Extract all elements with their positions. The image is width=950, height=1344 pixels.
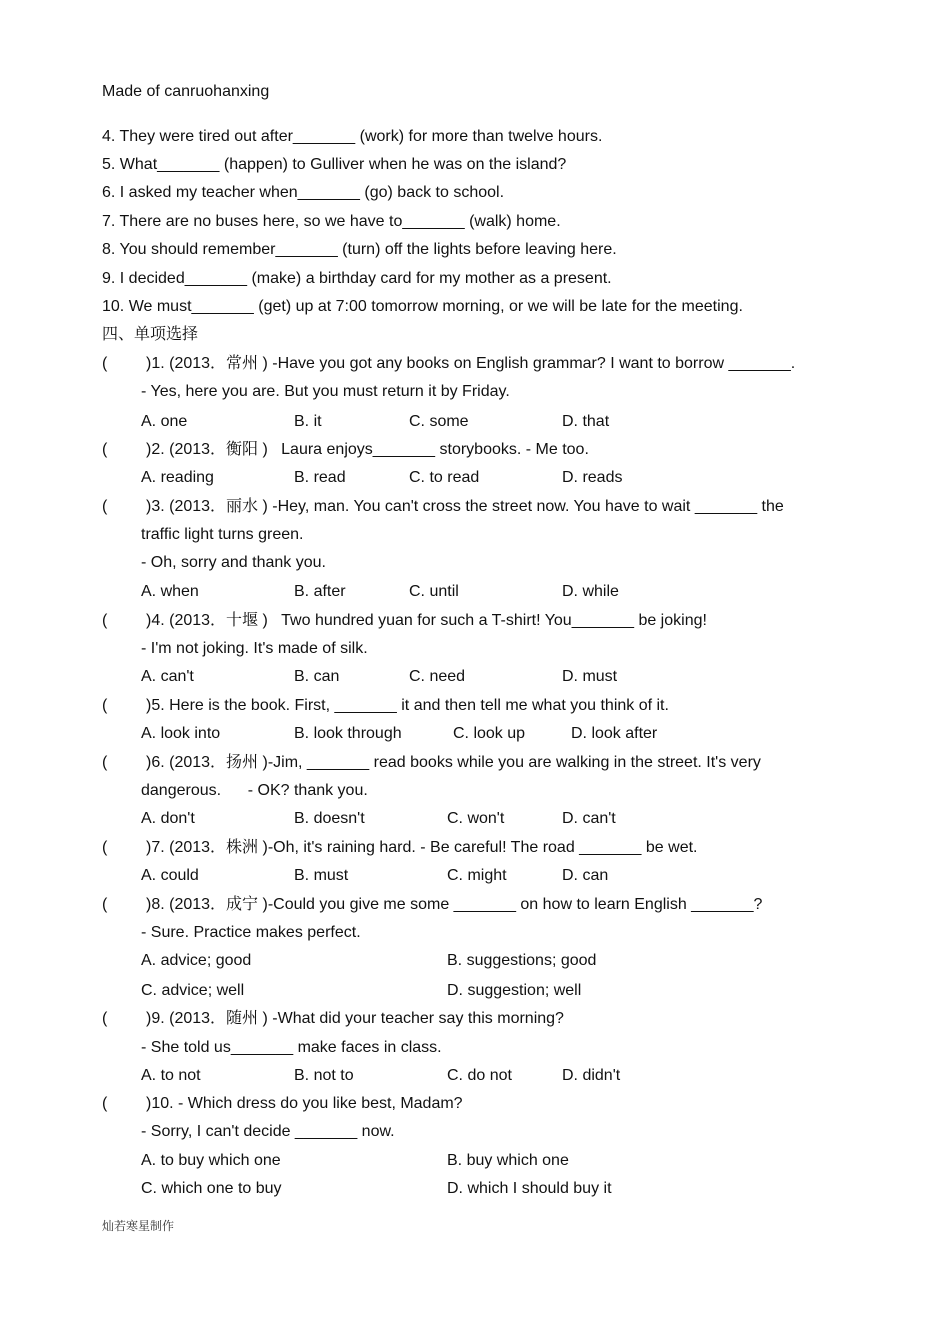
q5-option-d: D. look after	[571, 725, 658, 742]
q3-option-c: C. until	[409, 583, 459, 600]
fill-item-5: 5. What_______ (happen) to Gulliver when he was on the island?	[102, 156, 567, 173]
fill-item-4: 4. They were tired out after_______ (work) for more than twelve hours.	[102, 128, 603, 145]
answer-paren: (	[102, 1095, 108, 1112]
q6-option-c: C. won't	[447, 810, 505, 827]
question-10-line-2: - Sorry, I can't decide _______ now.	[141, 1123, 395, 1140]
question-6-line-2: dangerous. - OK? thank you.	[141, 782, 368, 799]
q5-option-a: A. look into	[141, 725, 221, 742]
question-10-line-1: )10. - Which dress do you like best, Madam?	[146, 1095, 463, 1112]
q2-option-d: D. reads	[562, 469, 623, 486]
question-8-line-1: )8. (2013．成宁 )-Could you give me some _______ on how to learn English _______?	[146, 896, 763, 913]
question-1-line-1: )1. (2013．常州 ) -Have you got any books on English grammar? I want to borrow _______.	[146, 355, 796, 372]
q9-option-c: C. do not	[447, 1067, 512, 1084]
q1-option-b: B. it	[294, 413, 322, 430]
question-8-line-2: - Sure. Practice makes perfect.	[141, 924, 361, 941]
q7-option-d: D. can	[562, 867, 609, 884]
q5-option-b: B. look through	[294, 725, 402, 742]
page-header: Made of canruohanxing	[102, 83, 270, 100]
q10-option-c: C. which one to buy	[141, 1180, 282, 1197]
q8-option-a: A. advice; good	[141, 952, 252, 969]
q10-option-d: D. which I should buy it	[447, 1180, 612, 1197]
question-9-line-2: - She told us_______ make faces in class.	[141, 1039, 442, 1056]
q9-option-d: D. didn't	[562, 1067, 621, 1084]
fill-item-6: 6. I asked my teacher when_______ (go) back to school.	[102, 184, 505, 201]
question-1-line-2: - Yes, here you are. But you must return it by Friday.	[141, 383, 510, 400]
q1-option-a: A. one	[141, 413, 188, 430]
q1-option-c: C. some	[409, 413, 469, 430]
q4-option-c: C. need	[409, 668, 466, 685]
page-footer: 灿若寒星制作	[102, 1219, 175, 1233]
q4-option-a: A. can't	[141, 668, 194, 685]
q1-option-d: D. that	[562, 413, 610, 430]
q10-option-a: A. to buy which one	[141, 1152, 281, 1169]
q8-option-c: C. advice; well	[141, 982, 245, 999]
answer-paren: (	[102, 896, 108, 913]
q8-option-b: B. suggestions; good	[447, 952, 597, 969]
answer-paren: (	[102, 355, 108, 372]
question-3-line-1: )3. (2013．丽水 ) -Hey, man. You can't cross the street now. You have to wait _______ the	[146, 498, 784, 515]
answer-paren: (	[102, 441, 108, 458]
q2-option-c: C. to read	[409, 469, 480, 486]
section-title: 四、单项选择	[102, 324, 199, 343]
question-9-line-1: )9. (2013．随州 ) -What did your teacher say this morning?	[146, 1010, 564, 1027]
q6-option-b: B. doesn't	[294, 810, 365, 827]
q7-option-b: B. must	[294, 867, 349, 884]
q4-option-b: B. can	[294, 668, 340, 685]
q6-option-a: A. don't	[141, 810, 195, 827]
question-4-line-2: - I'm not joking. It's made of silk.	[141, 640, 368, 657]
question-4-line-1: )4. (2013．十堰 ) Two hundred yuan for such a T-shirt! You_______ be joking!	[146, 612, 707, 629]
fill-item-10: 10. We must_______ (get) up at 7:00 tomorrow morning, or we will be late for the meeting.	[102, 298, 743, 315]
q3-option-a: A. when	[141, 583, 199, 600]
q9-option-a: A. to not	[141, 1067, 201, 1084]
answer-paren: (	[102, 697, 108, 714]
q5-option-c: C. look up	[453, 725, 526, 742]
q7-option-a: A. could	[141, 867, 199, 884]
answer-paren: (	[102, 754, 108, 771]
question-3-line-2: traffic light turns green.	[141, 526, 304, 543]
q2-option-a: A. reading	[141, 469, 214, 486]
fill-item-7: 7. There are no buses here, so we have to_______ (walk) home.	[102, 213, 561, 230]
q9-option-b: B. not to	[294, 1067, 354, 1084]
question-7-line-1: )7. (2013．株洲 )-Oh, it's raining hard. - Be careful! The road _______ be wet.	[146, 839, 698, 856]
question-6-line-1: )6. (2013．扬州 )-Jim, _______ read books while you are walking in the street. It's very	[146, 754, 761, 771]
answer-paren: (	[102, 498, 108, 515]
question-2-line-1: )2. (2013．衡阳 ) Laura enjoys_______ storybooks. - Me too.	[146, 441, 589, 458]
q10-option-b: B. buy which one	[447, 1152, 569, 1169]
q4-option-d: D. must	[562, 668, 618, 685]
q3-option-b: B. after	[294, 583, 346, 600]
answer-paren: (	[102, 1010, 108, 1027]
question-5-line-1: )5. Here is the book. First, _______ it and then tell me what you think of it.	[146, 697, 669, 714]
q2-option-b: B. read	[294, 469, 346, 486]
q7-option-c: C. might	[447, 867, 507, 884]
answer-paren: (	[102, 839, 108, 856]
answer-paren: (	[102, 612, 108, 629]
question-3-line-3: - Oh, sorry and thank you.	[141, 554, 326, 571]
q3-option-d: D. while	[562, 583, 619, 600]
fill-item-9: 9. I decided_______ (make) a birthday card for my mother as a present.	[102, 270, 612, 287]
q6-option-d: D. can't	[562, 810, 616, 827]
q8-option-d: D. suggestion; well	[447, 982, 582, 999]
fill-item-8: 8. You should remember_______ (turn) off the lights before leaving here.	[102, 241, 617, 258]
